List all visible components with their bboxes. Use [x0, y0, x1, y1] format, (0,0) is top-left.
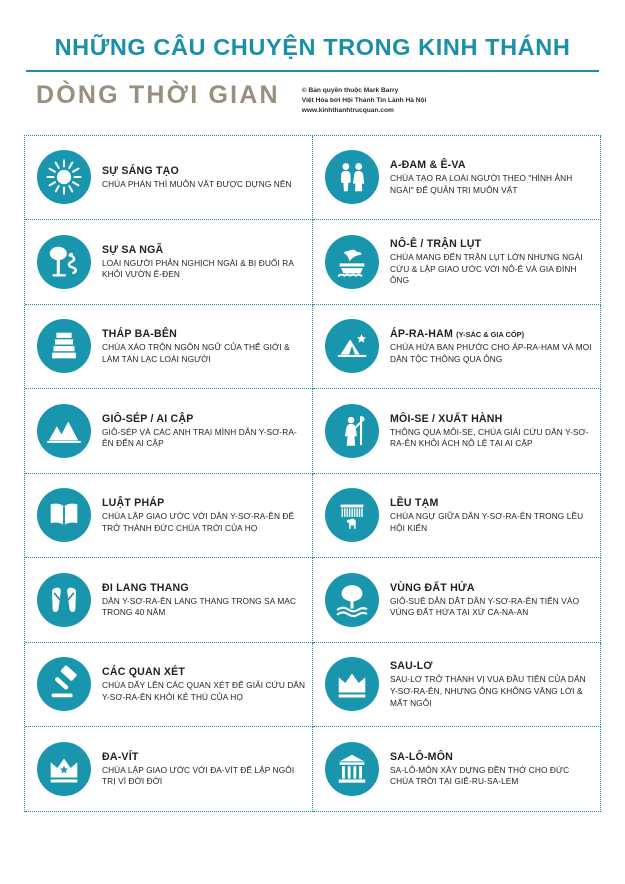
timeline-grid	[24, 135, 601, 812]
timeline-cell-description: LOÀI NGƯỜI PHẢN NGHỊCH NGÀI & BỊ ĐUỔI RA KHỎI VƯỜN Ê-ĐEN	[102, 257, 294, 280]
timeline-cell-text	[390, 158, 594, 197]
credit-line-translator: Việt Hóa bởi Hội Thánh Tin Lành Hà Nội	[301, 97, 427, 105]
crown-star-icon	[37, 742, 91, 796]
timeline-cell-title	[390, 497, 594, 509]
timeline-cell-title	[390, 751, 594, 763]
timeline-cell-description: CHÚA LẬP GIAO ƯỚC VỚI DÂN Y-SƠ-RA-ÊN ĐỂ TRỞ THÀNH ĐỨC CHÚA TRỜI CỦA HỌ	[102, 511, 295, 533]
timeline-cell-title	[102, 165, 306, 177]
credit-line-copyright: © Bản quyền thuộc Mark Barry	[301, 87, 399, 94]
timeline-cell	[25, 474, 313, 559]
timeline-cell-text	[390, 496, 594, 535]
timeline-cell-text	[390, 750, 594, 789]
temple-icon	[325, 742, 379, 796]
tent-star-icon	[325, 319, 379, 373]
timeline-cell-text	[390, 412, 594, 451]
timeline-cell	[313, 558, 601, 643]
timeline-cell-text	[102, 750, 306, 789]
credit-line-website: www.kinhthanhtrucquan.com	[301, 107, 394, 115]
timeline-cell-title-main: CÁC QUAN XÉT	[102, 666, 186, 679]
timeline-cell-title-main: SA-LÔ-MÔN	[390, 750, 453, 763]
timeline-cell-description: CHÚA XÁO TRỘN NGÔN NGỮ CỦA THẾ GIỚI & LÀM TÁN LẠC LOÀI NGƯỜI	[102, 342, 290, 364]
sandals-icon	[37, 573, 91, 627]
timeline-cell-text	[102, 581, 306, 620]
timeline-cell-title	[390, 328, 594, 340]
timeline-cell-title	[390, 582, 594, 594]
timeline-cell-title	[102, 751, 306, 763]
subheader	[24, 83, 601, 117]
timeline-cell-description: CHÚA DẤY LÊN CÁC QUAN XÉT ĐỂ GIẢI CỨU DÂN Y-SƠ-RA-ÊN KHỎI KẺ THÙ CỦA HỌ	[102, 680, 306, 702]
timeline-cell-title-main: THÁP BA-BÊN	[102, 328, 177, 341]
pyramids-icon	[37, 404, 91, 458]
timeline-cell-title-main: GIÔ-SÉP / AI CẬP	[102, 412, 194, 425]
timeline-cell-text	[390, 581, 594, 620]
timeline-cell-title-main: A-ĐAM & Ê-VA	[390, 159, 466, 172]
timeline-cell-description: CHÚA NGỰ GIỮA DÂN Y-SƠ-RA-ÊN TRONG LỀU HỘI KIẾN	[390, 511, 584, 533]
timeline-cell-title-main: LỀU TẠM	[390, 497, 439, 510]
timeline-cell-title	[102, 497, 306, 509]
open-book-icon	[37, 488, 91, 542]
timeline-cell-text	[390, 237, 594, 288]
timeline-cell-description: SA-LÔ-MÔN XÂY DỰNG ĐỀN THỜ CHO ĐỨC CHÚA TRỜI TẠI GIÊ-RU-SA-LEM	[390, 764, 570, 787]
timeline-cell-description: DÂN Y-SƠ-RA-ÊN LANG THANG TRONG SA MẠC TRONG 40 NĂM	[102, 595, 297, 618]
timeline-cell-description: CHÚA HỨA BAN PHƯỚC CHO ÁP-RA-HAM VÀ MỌI DÂN TỘC THÔNG QUA ÔNG	[390, 342, 592, 364]
timeline-cell-text	[102, 164, 306, 191]
timeline-cell	[313, 474, 601, 559]
timeline-cell-description: CHÚA TẠO RA LOÀI NGƯỜI THEO "HÌNH ẢNH NGÀI" ĐỂ QUẢN TRỊ MUÔN VẬT	[390, 173, 573, 195]
timeline-cell	[25, 389, 313, 474]
timeline-cell-title	[102, 666, 306, 678]
tower-icon	[37, 319, 91, 373]
timeline-cell-text	[102, 327, 306, 366]
timeline-cell	[25, 305, 313, 390]
two-people-icon	[325, 150, 379, 204]
timeline-cell-title	[102, 582, 306, 594]
timeline-cell-title	[390, 238, 594, 250]
timeline-cell-description: CHÚA LẬP GIAO ƯỚC VỚI ĐA-VÍT ĐỂ LẬP NGÔI TRỊ VÌ ĐỜI ĐỜI	[102, 764, 295, 787]
timeline-cell-text	[102, 496, 306, 535]
timeline-cell-title-main: ĐA-VÍT	[102, 750, 139, 763]
sun-rays-icon	[37, 150, 91, 204]
timeline-cell	[25, 727, 313, 812]
tree-river-icon	[325, 573, 379, 627]
timeline-cell-title-main: LUẬT PHÁP	[102, 497, 165, 510]
timeline-cell-text	[102, 412, 306, 451]
gavel-icon	[37, 657, 91, 711]
timeline-cell-title	[390, 660, 594, 672]
timeline-cell	[313, 389, 601, 474]
timeline-cell	[25, 220, 313, 305]
timeline-cell	[313, 727, 601, 812]
moses-staff-icon	[325, 404, 379, 458]
timeline-cell-title	[102, 328, 306, 340]
timeline-cell-title	[390, 413, 594, 425]
timeline-cell-title-main: NÔ-Ê / TRẬN LỤT	[390, 237, 482, 250]
timeline-cell-title-main: SAU-LƠ	[390, 660, 433, 673]
timeline-cell	[25, 136, 313, 221]
credits-block	[302, 86, 427, 117]
timeline-cell-title-main: SỰ SA NGÃ	[102, 243, 164, 256]
header-divider	[26, 70, 599, 72]
timeline-cell-description: CHÚA PHÁN THÌ MUÔN VẬT ĐƯỢC DỰNG NÊN	[102, 179, 292, 190]
timeline-cell	[313, 220, 601, 305]
tree-serpent-icon	[37, 235, 91, 289]
timeline-cell-title-main: MÔI-SE / XUẤT HÀNH	[390, 412, 503, 425]
ark-dove-icon	[325, 235, 379, 289]
timeline-cell-title	[102, 244, 306, 256]
timeline-cell	[313, 643, 601, 728]
timeline-cell-text	[390, 327, 594, 366]
timeline-cell	[313, 305, 601, 390]
timeline-cell	[313, 136, 601, 221]
timeline-cell-description: THÔNG QUA MÔI-SE, CHÚA GIẢI CỨU DÂN Y-SƠ-RA-ÊN KHỎI ÁCH NÔ LỆ TẠI AI CẬP	[390, 426, 589, 449]
timeline-cell	[25, 643, 313, 728]
timeline-cell-description: GIÔ-SUÊ DẪN DẮT DÂN Y-SƠ-RA-ÊN TIẾN VÀO VÙNG ĐẤT HỨA TẠI XỨ CA-NA-AN	[390, 595, 580, 618]
timeline-cell-title-main: SỰ SÁNG TẠO	[102, 164, 179, 177]
timeline-cell-description: GIÔ-SÉP VÀ CÁC ANH TRAI MÌNH DẪN Y-SƠ-RA-ÊN ĐẾN AI CẬP	[102, 426, 297, 449]
timeline-cell-title-note: (Y-SÁC & GIA CỐP)	[456, 330, 525, 340]
crown-icon	[325, 657, 379, 711]
timeline-cell-text	[102, 243, 306, 282]
timeline-cell-title-main: ĐI LANG THANG	[102, 581, 189, 594]
timeline-cell	[25, 558, 313, 643]
timeline-cell-text	[102, 665, 306, 704]
timeline-cell-description: CHÚA MANG ĐẾN TRẬN LỤT LỚN NHƯNG NGÀI CỨU & LẬP GIAO ƯỚC VỚI NÔ-Ê VÀ GIA ĐÌNH ÔNG	[390, 251, 583, 286]
timeline-cell-title	[390, 159, 594, 171]
timeline-cell-description: SAU-LƠ TRỞ THÀNH VỊ VUA ĐẦU TIÊN CỦA DÂN Y-SƠ-RA-ÊN, NHƯNG ÔNG KHÔNG VÂNG LỜI & MẤT NGÔI	[390, 674, 586, 708]
timeline-cell-title	[102, 413, 306, 425]
timeline-cell-title-main: ÁP-RA-HAM	[390, 328, 453, 341]
tabernacle-icon	[325, 488, 379, 542]
page-subtitle: DÒNG THỜI GIAN	[36, 81, 280, 109]
timeline-cell-title-main: VÙNG ĐẤT HỨA	[390, 581, 475, 594]
page-title: NHỮNG CÂU CHUYỆN TRONG KINH THÁNH	[54, 34, 571, 60]
timeline-cell-text	[390, 659, 594, 710]
